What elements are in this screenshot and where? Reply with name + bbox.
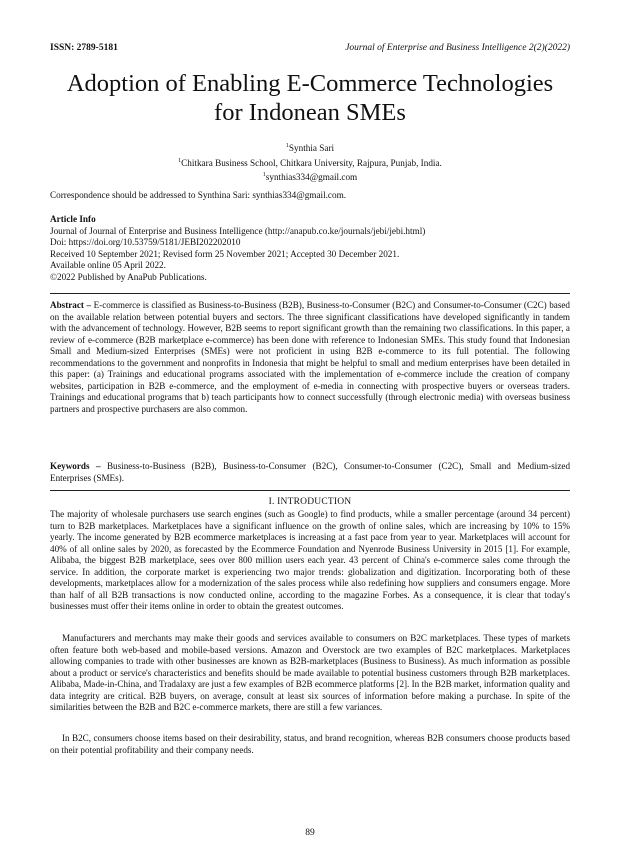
author-email[interactable]: synthias334@gmail.com bbox=[265, 172, 358, 183]
correspondence-note: Correspondence should be addressed to Synthina Sari: synthias334@gmail.com. bbox=[50, 190, 347, 200]
abstract-text: E-commerce is classified as Business-to-Business (B2B), Business-to-Consumer (B2C) and Consumer-to-Consumer (C2C) based on the available relation between potential buyers and sectors. The three significant classifications have developed significantly in tandem with the advancement of technology. However, B2B seems to report significant growth than the remaining two classifications. In this paper, a review of e-commerce (B2B marketplace e-commerce) has been done with reference to Indonesian SMEs. This study found that Indonesian Small and Medium-sized Enterprises (SMEs) were not proficient in using B2B e-commerce to its full potential. The following recommendations to the government and nonprofits in Indonesia that might be helpful to small and medium enterprises have been detailed in this paper: (a) Trainings and educational programs associated with the implementation of e-commerce include the creation of company websites, participation in B2B e-commerce, and the employment of e-media in connecting with prospective buyers or overseas traders. Trainings and educational programs that b) teach participants how to connect successfully (through electronic media) with overseas business partners and prospective purchasers are also common. bbox=[50, 300, 570, 414]
title-line-1: Adoption of Enabling E-Commerce Technologies bbox=[66, 70, 554, 97]
affiliation-sup: 1 bbox=[178, 157, 182, 164]
paper-title bbox=[40, 69, 580, 127]
article-info-online: Available online 05 April 2022. bbox=[50, 260, 166, 271]
keywords-text: Business-to-Business (B2B), Business-to-Consumer (B2C), Consumer-to-Consumer (C2C), Small and Medium-sized Enterprises (SMEs). bbox=[50, 461, 571, 483]
intro-paragraph-3: In B2C, consumers choose items based on their desirability, status, and brand recognition, whereas B2B consumers choose products based on their potential profitability and their company needs. bbox=[50, 733, 570, 755]
abstract-label: Abstract – bbox=[50, 300, 92, 310]
author-affiliation: Chitkara Business School, Chitkara University, Rajpura, Punjab, India. bbox=[181, 157, 442, 168]
divider-top bbox=[50, 293, 570, 294]
issn-header: ISSN: 2789-5181 bbox=[50, 43, 118, 53]
email-sup: 1 bbox=[262, 172, 266, 179]
author-name: Synthia Sari bbox=[288, 143, 335, 154]
article-info-doi[interactable]: Doi: https://doi.org/10.53759/5181/JEBI202202010 bbox=[50, 237, 241, 248]
author-block bbox=[40, 140, 580, 184]
page-number: 89 bbox=[305, 828, 315, 838]
keywords bbox=[50, 461, 570, 484]
article-info-heading: Article Info bbox=[50, 214, 96, 224]
intro-paragraph-1: The majority of wholesale purchasers use search engines (such as Google) to find products, while a smaller percentage (around 34 percent) turn to B2B marketplaces. Marketplaces have a significant influence on the growth of online sales, which are increasing by 10% to 15% yearly. The income generated by B2B ecommerce marketplaces is increasing at a fast pace from year to year. Marketplaces will account for 40% of all online sales by 2020, as forecasted by the Ecommerce Foundation and Nyenrode Business University in 2015 [1]. For example, Alibaba, the biggest B2B marketplace, sees over 800 million users each year. 43 percent of China's e-commerce sales come through the service. In addition, the corporate market is experiencing two major trends: globalization and digitization. Incorporating both of these developments, marketplaces allow for a modernization of the sales process while also redefining how suppliers and consumers engage. More than half of all B2B transactions is now conducted online, according to the magazine Forbes. As a consequence, it is clear that today's businesses must offer their items online in order to obtain the greatest outcomes. bbox=[50, 509, 570, 612]
article-info bbox=[50, 214, 425, 284]
article-info-journal: Journal of Journal of Enterprise and Business Intelligence (http://anapub.co.ke/journals/jebi/jebi.html) bbox=[50, 225, 426, 236]
author-sup: 1 bbox=[285, 143, 289, 149]
article-info-copyright: ©2022 Published by AnaPub Publications. bbox=[50, 271, 207, 282]
journal-header: Journal of Enterprise and Business Intelligence 2(2)(2022) bbox=[345, 43, 570, 53]
divider-bottom bbox=[50, 490, 570, 491]
abstract bbox=[50, 300, 570, 415]
section-heading: I. INTRODUCTION bbox=[268, 497, 352, 507]
keywords-label: Keywords – bbox=[50, 461, 101, 471]
title-line-2: for Indonean SMEs bbox=[214, 99, 406, 126]
intro-paragraph-2: Manufacturers and merchants may make their goods and services available to consumers on B2C marketplaces. These types of markets often feature both web-based and mobile-based versions. Amazon and Overstock are two examples of B2C marketplaces. Marketplaces allowing companies to trade with other businesses are known as B2B-marketplaces (Business to Business). As much information as possible about a product or service's characteristics and benefits should be made available to potential business customers through B2B marketplaces. Alibaba, Made-in-China, and Tradalaxy are just a few examples of B2B ecommerce platforms [2]. In the B2B market, information quality and data integrity are critical. B2B buyers, on average, consult at least six sources of information before making a purchase. In spite of the similarities between the B2B and B2C e-commerce markets, there are still a few variances. bbox=[50, 633, 570, 713]
article-info-dates: Received 10 September 2021; Revised form 25 November 2021; Accepted 30 December 2021. bbox=[50, 248, 400, 259]
